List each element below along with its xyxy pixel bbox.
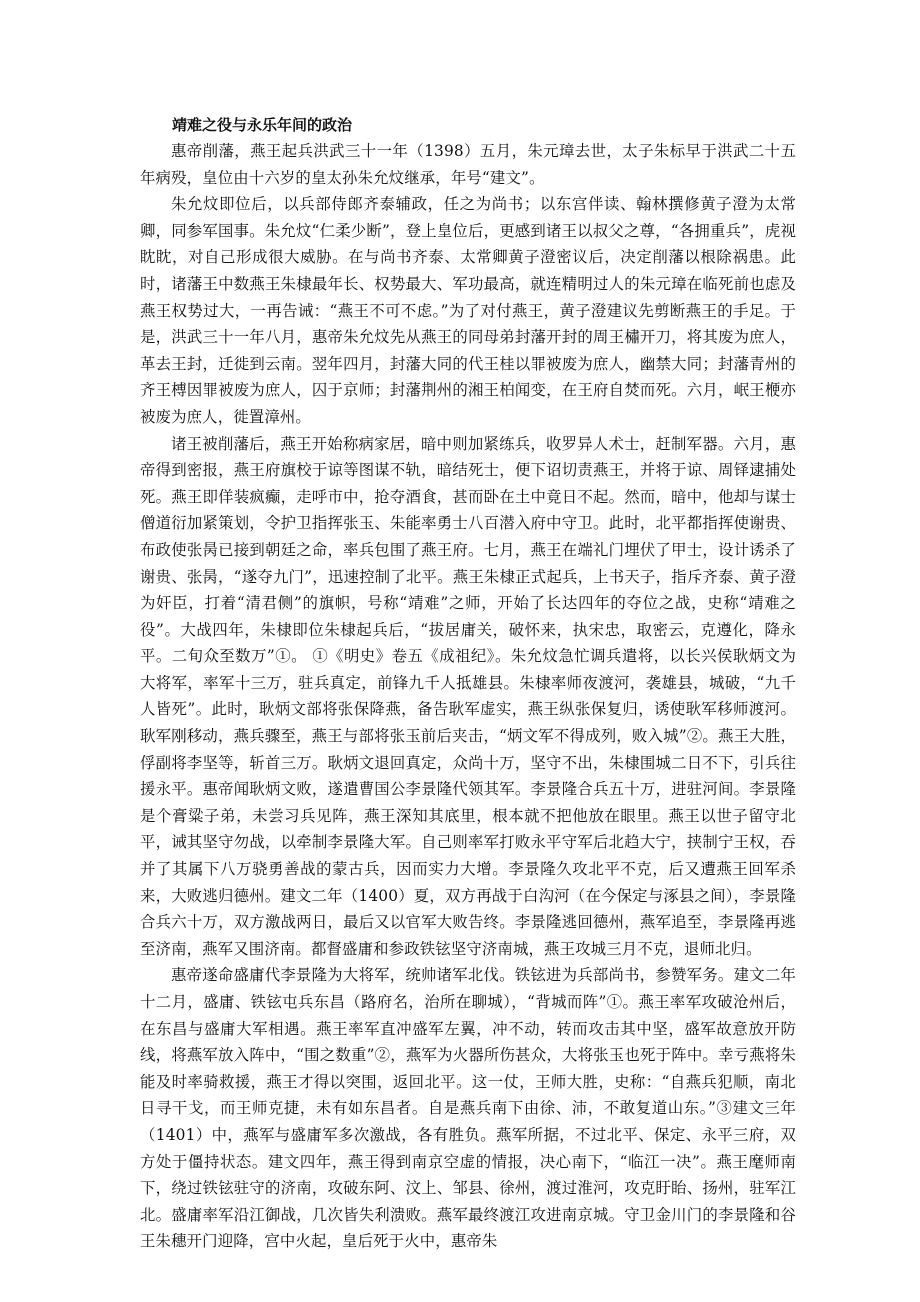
paragraph-4: 惠帝遂命盛庸代李景隆为大将军，统帅诸军北伐。铁铉进为兵部尚书，参赞军务。建文二年十二月，盛庸、铁铉屯兵东昌（路府名，治所在聊城），“背城而阵”①。燕王率军攻破沧州后，在东昌与盛庸大军相遇。燕王率军直冲盛军左翼，冲不动，转而攻击其中坚，盛军故意放开防线，将燕军放入阵中，“围之数重”②，燕军为火器所伤甚众，大将张玉也死于阵中。幸亏燕将朱能及时率骑救援，燕王才得以突围，返回北平。这一仗，王师大胜，史称：“自燕兵犯顺，南北日寻干戈，而王师克捷，未有如东昌者。自是燕兵南下由徐、沛，不敢复道山东。”③建文三年（1401）中，燕军与盛庸军多次激战，各有胜负。燕军所据，不过北平、保定、永平三府，双方处于僵持状态。建文四年，燕王得到南京空虚的情报，决心南下，“临江一决”。燕王麾师南下，绕过铁铉驻守的济南，攻破东阿、汶上、邹县、徐州，渡过淮河，攻克盱眙、扬州，驻军江北。盛庸率军沿江御战，几次皆失利溃败。燕军最终渡江攻进南京城。守卫金川门的李景隆和谷王朱穗开门迎降，宫中火起，皇后死于火中，惠帝朱: [140, 966, 796, 1251]
paragraph-3: 诸王被削藩后，燕王开始称病家居，暗中则加紧练兵，收罗异人术士，赶制军器。六月，惠帝得到密报，燕王府旗校于谅等图谋不轨，暗结死士，便下诏切责燕王，并将于谅、周铎逮捕处死。燕王即佯装疯癫，走呼市中，抢夺酒食，甚而卧在土中竟日不起。然而，暗中，他却与谋士僧道衍加紧策划，令护卫指挥张玉、朱能率勇士八百潜入府中守卫。此时，北平都指挥使谢贵、布政使张昺已接到朝廷之命，率兵包围了燕王府。七月，燕王在端礼门埋伏了甲士，设计诱杀了谢贵、张昺，“遂夺九门”，迅速控制了北平。燕王朱棣正式起兵，上书天子，指斥齐泰、黄子澄为奸臣，打着“清君侧”的旗帜，号称“靖难”之师，开始了长达四年的夺位之战，史称“靖难之役”。大战四年，朱棣即位朱棣起兵后，“拔居庸关，破怀来，执宋忠，取密云，克遵化，降永平。二旬众至数万”①。 ①《明史》卷五《成祖纪》。朱允炆急忙调兵遣将，以长兴侯耿炳文为大将军，率军十三万，驻兵真定，前锋九千人抵雄县。朱棣率师夜渡河，袭雄县，城破，“九千人皆死”。此时，耿炳文部将张保降燕，备告耿军虚实，燕王纵张保复归，诱使耿军移师渡河。耿军刚移动，燕兵骤至，燕王与部将张玉前后夹击，“炳文军不得成列，败入城”②。燕王大胜，俘副将李坚等，斩首三万。耿炳文退回真定，众尚十万，坚守不出，朱棣围城二日不下，引兵往援永平。惠帝闻耿炳文败，遂遣曹国公李景隆代领其军。李景隆合兵五十万，进驻河间。李景隆是个膏粱子弟，未尝习兵见阵，燕王深知其底里，根本就不把他放在眼里。燕王以世子留守北平，诫其坚守勿战，以牵制李景隆大军。自己则率军打败永平守军后北趋大宁，挟制宁王权，吞并了其属下八万骁勇善战的蒙古兵，因而实力大增。李景隆久攻北平不克，后又遭燕王回军杀来，大败逃归德州。建文二年（1400）夏，双方再战于白沟河（在今保定与涿县之间），李景隆合兵六十万，双方激战两日，最后又以官军大败告终。李景隆逃回德州，燕军追至，李景隆再逃至济南，燕军又围济南。都督盛庸和参政铁铉坚守济南城，燕王攻城三月不克，退师北归。: [140, 434, 796, 958]
paragraph-2: 朱允炆即位后，以兵部侍郎齐泰辅政，任之为尚书；以东宫伴读、翰林撰修黄子澄为太常卿，同参军国事。朱允炆“仁柔少断”，登上皇位后，更感到诸王以叔父之尊，“各拥重兵”，虎视眈眈，对自己形成很大威胁。在与尚书齐泰、太常卿黄子澄密议后，决定削藩以根除祸患。此时，诸藩王中数燕王朱棣最年长、权势最大、军功最高，就连精明过人的朱元璋在临死前也虑及燕王权势过大，一再告诫：“燕王不可不虑。”为了对付燕王，黄子澄建议先剪断燕王的手足。于是，洪武三十一年八月，惠帝朱允炆先从燕王的同母弟封藩开封的周王橚开刀，将其废为庶人，革去王封，迁徙到云南。翌年四月，封藩大同的代王桂以罪被废为庶人，幽禁大同；封藩青州的齐王榑因罪被废为庶人，囚于京师；封藩荆州的湘王柏闻变，在王府自焚而死。六月，岷王楩亦被废为庶人，徙置漳州。: [140, 195, 796, 426]
document-title: 靖难之役与永乐年间的政治: [172, 116, 353, 134]
paragraph-1: 惠帝削藩，燕王起兵洪武三十一年（1398）五月，朱元璋去世，太子朱标早于洪武二十五年病殁，皇位由十六岁的皇太孙朱允炆继承，年号“建文”。: [140, 142, 796, 187]
document-page: [140, 112, 796, 1255]
